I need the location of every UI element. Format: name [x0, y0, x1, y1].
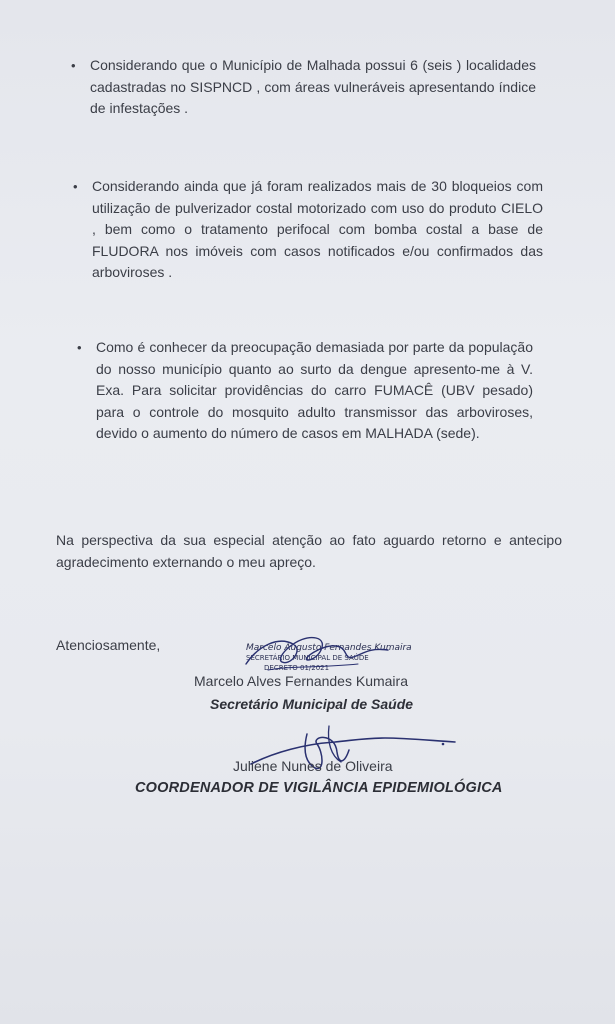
bullet-dot: •: [73, 179, 78, 194]
bullet-text: Considerando ainda que já foram realizados mais de 30 bloqueios com utilização de pulverizador costal motorizado com uso do produto CIELO , bem como o tratamento perifocal com bomba costal a base de FLUDORA nos imóveis com casos notificados e/ou confirmados das arboviroses .: [92, 178, 543, 280]
bullet-item: [77, 337, 533, 445]
closing-paragraph: Na perspectiva da sua especial atenção ao fato aguardo retorno e antecipo agradecimento externando o meu apreço.: [56, 532, 562, 570]
signatory1-name: Marcelo Alves Fernandes Kumaira: [194, 673, 408, 689]
signatory1-title: Secretário Municipal de Saúde: [210, 696, 414, 712]
bullet-text: Considerando que o Município de Malhada possui 6 (seis ) localidades cadastradas no SISPNCD , com áreas vulneráveis apresentando índice de infestações .: [90, 57, 536, 116]
bullet-dot: •: [77, 340, 82, 355]
bullet-item: [73, 176, 543, 284]
stamp-name: Marcelo Augusto Fernandes Kumaira: [246, 643, 412, 653]
bullet-dot: •: [71, 58, 76, 73]
bullet-text: Como é conhecer da preocupação demasiada por parte da população do nosso município quanto ao surto da dengue apresento-me à V. Exa. Para solicitar providências do carro FUMACÊ (UBV pesado) para o controle do mosquito adulto transmissor das arboviroses, devido o aumento do número de casos em MALHADA (sede).: [96, 339, 533, 441]
salutation: Atenciosamente,: [56, 637, 161, 653]
stamp-decree: DECRETO 01/2021: [264, 664, 330, 672]
signatory2-title: COORDENADOR DE VIGILÂNCIA EPIDEMIOLÓGICA: [135, 780, 503, 796]
bullet-item: [71, 55, 536, 120]
signatory2-name: Juliene Nunes de Oliveira: [233, 758, 393, 774]
stamp-title: SECRETÁRIO MUNICIPAL DE SAÚDE: [246, 654, 369, 662]
